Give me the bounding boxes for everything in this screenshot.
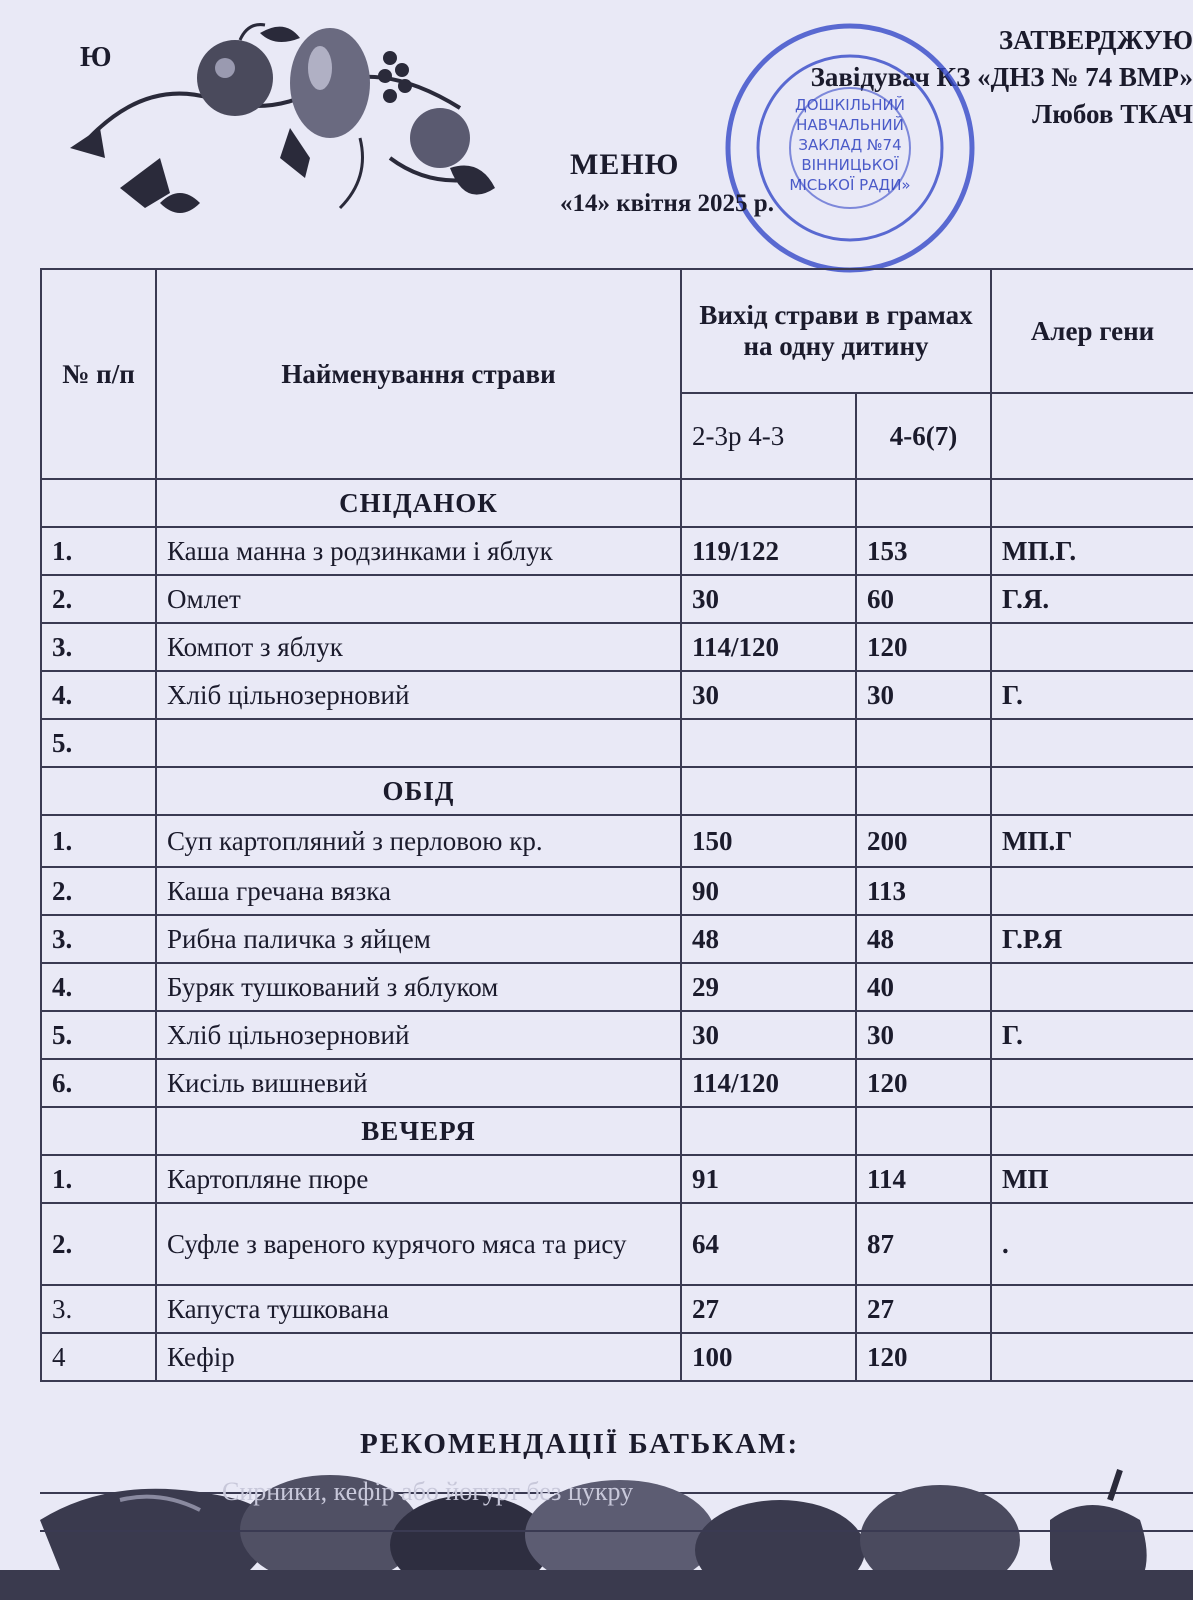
recommendations-text: Сирники, кефір або йогурт без цукру (222, 1477, 634, 1506)
approval-position: Завідувач КЗ «ДНЗ № 74 ВМР» (810, 62, 1193, 92)
subheader-age-b: 4-6(7) (856, 393, 991, 479)
header-portion: Вихід страви в грамах на одну дитину (681, 269, 991, 393)
table-row: 5. Хліб цільнозерновий 30 30 Г. (41, 1011, 1193, 1059)
menu-date: «14» квітня 2025 р. (560, 190, 774, 217)
table-row: 4. Буряк тушкований з яблуком 29 40 (41, 963, 1193, 1011)
section-breakfast: СНІДАНОК (156, 479, 681, 527)
section-lunch: ОБІД (156, 767, 681, 815)
corner-letter: Ю (80, 42, 112, 73)
table-row: 6. Кисіль вишневий 114/120 120 (41, 1059, 1193, 1107)
header-number: № п/п (41, 269, 156, 479)
section-dinner: ВЕЧЕРЯ (156, 1107, 681, 1155)
table-row: 1. Суп картопляний з перловою кр. 150 200 МП.Г (41, 815, 1193, 867)
stamp-text-line5: МІСЬКОЇ РАДИ» (789, 176, 911, 194)
table-row: 3. Капуста тушкована 27 27 (41, 1285, 1193, 1333)
table-row: 4. Хліб цільнозерновий 30 30 Г. (41, 671, 1193, 719)
table-row: 2. Суфле з вареного курячого мяса та рису 64 87 . (41, 1203, 1193, 1285)
recommendations-title: РЕКОМЕНДАЦІЇ БАТЬКАМ: (360, 1428, 800, 1460)
approval-title: ЗАТВЕРДЖУЮ (998, 25, 1193, 55)
table-row: 1. Каша манна з родзинками і яблук 119/122 153 МП.Г. (41, 527, 1193, 575)
stamp-text-line1: ДОШКІЛЬНИЙ (795, 96, 905, 114)
official-stamp (700, 18, 1000, 278)
table-row: 3. Компот з яблук 114/120 120 (41, 623, 1193, 671)
header-allergens: Алер гени (991, 269, 1193, 393)
table-row: 2. Каша гречана вязка 90 113 (41, 867, 1193, 915)
stamp-text-line3: ЗАКЛАД №74 (798, 136, 902, 154)
menu-title: МЕНЮ (570, 148, 680, 181)
approval-signature-name: Любов ТКАЧ (1032, 99, 1193, 129)
header-dish-name: Найменування страви (156, 269, 681, 479)
stamp-text-line2: НАВЧАЛЬНИЙ (796, 116, 904, 134)
subheader-age-a: 2-3р 4-3 (681, 393, 856, 479)
table-row: 5. (41, 719, 1193, 767)
table-row: 3. Рибна паличка з яйцем 48 48 Г.Р.Я (41, 915, 1193, 963)
table-row: 2. Омлет 30 60 Г.Я. (41, 575, 1193, 623)
menu-table (40, 268, 1193, 1382)
divider (40, 1530, 1193, 1532)
stamp-text-line4: ВІННИЦЬКОЇ (801, 156, 899, 174)
fruit-illustration (60, 18, 530, 228)
table-row: 1. Картопляне пюре 91 114 МП (41, 1155, 1193, 1203)
table-row: 4 Кефір 100 120 (41, 1333, 1193, 1381)
